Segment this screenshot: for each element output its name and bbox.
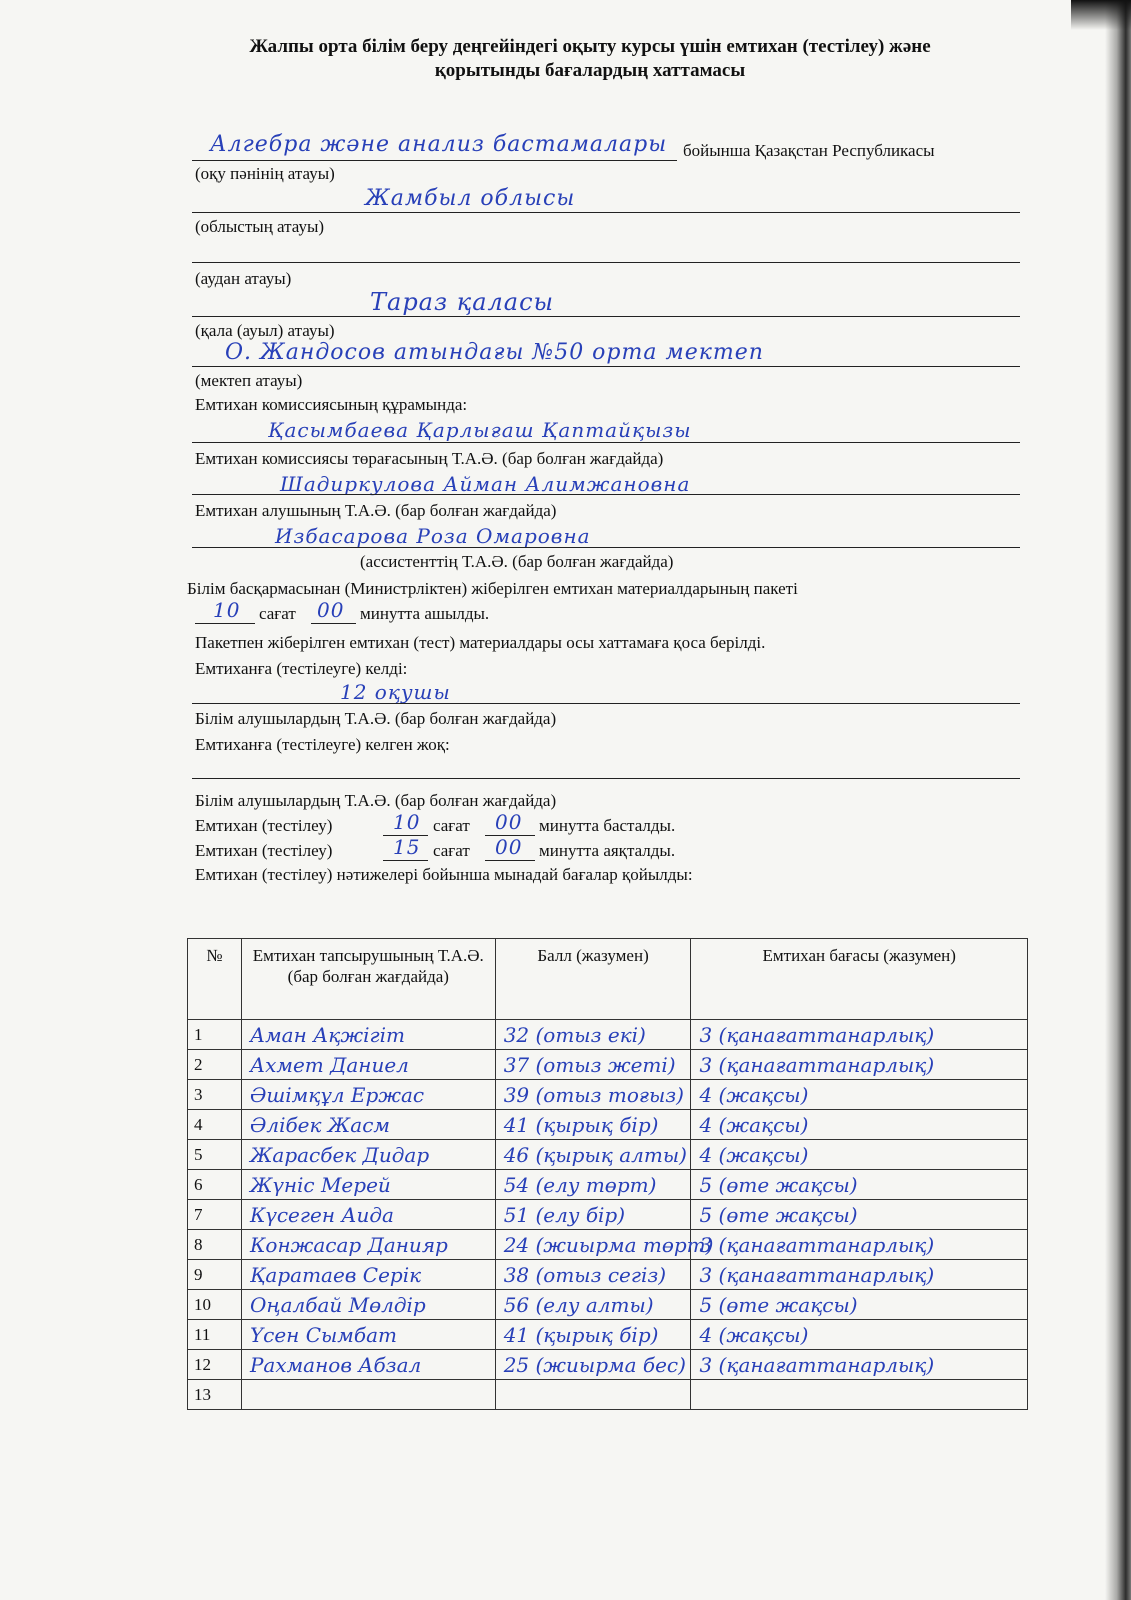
student-name-cell	[241, 1020, 495, 1050]
absent-label: Емтиханға (тестілеуге) келген жоқ:	[195, 735, 450, 754]
package-hour-label: сағат	[259, 604, 296, 623]
student-score: 41 (қырық бір)	[503, 1323, 659, 1347]
end-suffix: минутта аяқталды.	[539, 841, 676, 860]
city-underline	[192, 316, 1020, 317]
student-name-cell	[241, 1200, 495, 1230]
student-score: 25 (жиырма бес)	[503, 1353, 686, 1377]
table-row	[188, 1080, 1028, 1110]
student-score-cell	[495, 1290, 691, 1320]
student-score-cell	[495, 1230, 714, 1260]
student-name: Әшімқұл Ержас	[249, 1083, 425, 1107]
table-row	[188, 1380, 1028, 1410]
student-score-cell	[495, 1080, 691, 1110]
chair-underline	[192, 442, 1020, 443]
table-row	[188, 1350, 1028, 1380]
end-hour-label: сағат	[433, 841, 470, 860]
package-text: Білім басқармасынан (Министрліктен) жіберілген емтихан материалдарының пакеті	[187, 579, 798, 598]
region-caption: (облыстың атауы)	[195, 217, 325, 236]
school-underline	[192, 366, 1020, 367]
student-grade-cell	[691, 1020, 1028, 1050]
city-handwritten: Тараз қаласы	[370, 288, 555, 316]
row-number-cell: 9	[188, 1260, 242, 1290]
student-score-cell	[495, 1200, 691, 1230]
student-grade: 4 (жақсы)	[699, 1323, 809, 1347]
student-name-cell	[241, 1290, 495, 1320]
row-number-cell: 3	[188, 1080, 242, 1110]
student-name: Үсен Сымбат	[249, 1323, 397, 1347]
table-row	[188, 1200, 1028, 1230]
student-score: 51 (елу бір)	[503, 1203, 626, 1227]
start-suffix: минутта басталды.	[539, 816, 676, 835]
grades-table	[187, 938, 1028, 1410]
region-handwritten: Жамбыл облысы	[365, 186, 576, 211]
subject-suffix: бойынша Қазақстан Республикасы	[683, 141, 935, 160]
row-number-cell: 6	[188, 1170, 242, 1200]
package-hour: 10	[213, 598, 241, 622]
student-score: 24 (жиырма төрт)	[503, 1233, 714, 1257]
document-title	[150, 35, 1030, 83]
student-score-cell	[495, 1320, 691, 1350]
absent-underline	[192, 778, 1020, 779]
header-number: №	[188, 939, 242, 1020]
came-label: Емтиханға (тестілеуге) келді:	[195, 659, 408, 678]
table-row	[188, 1110, 1028, 1140]
scan-edge-shadow	[1105, 0, 1131, 1600]
chair-caption: Емтихан комиссиясы төрағасының Т.А.Ә. (бар болған жағдайда)	[195, 449, 664, 468]
row-number-cell: 13	[188, 1380, 242, 1410]
row-number-cell: 11	[188, 1320, 242, 1350]
package-minute-label: минутта ашылды.	[360, 604, 490, 623]
district-caption: (аудан атауы)	[195, 269, 292, 288]
start-hour: 10	[393, 810, 421, 834]
student-score: 38 (отыз сегіз)	[503, 1263, 667, 1287]
student-name: Аман Ақжігіт	[249, 1023, 405, 1047]
row-number-cell: 7	[188, 1200, 242, 1230]
student-grade-cell	[691, 1050, 1028, 1080]
district-underline	[192, 262, 1020, 263]
examiner-underline	[192, 494, 1020, 495]
student-score-cell	[495, 1140, 691, 1170]
student-grade: 4 (жақсы)	[699, 1083, 809, 1107]
subject-underline	[192, 160, 677, 161]
table-row	[188, 1020, 1028, 1050]
grades-header-row	[188, 939, 1028, 1020]
student-score-cell	[495, 1350, 691, 1380]
student-grade-cell	[691, 1290, 1028, 1320]
student-name: Ахмет Даниел	[249, 1053, 409, 1077]
student-name-cell	[241, 1230, 495, 1260]
student-score-cell	[495, 1380, 691, 1410]
student-name-cell	[241, 1170, 495, 1200]
student-name-cell	[241, 1050, 495, 1080]
row-number-cell: 12	[188, 1350, 242, 1380]
student-name-cell	[241, 1140, 495, 1170]
student-name-cell	[241, 1260, 495, 1290]
row-number-cell: 8	[188, 1230, 242, 1260]
table-row	[188, 1170, 1028, 1200]
assistant-caption: (ассистенттің Т.А.Ә. (бар болған жағдайда)	[360, 552, 674, 571]
student-grade-cell	[691, 1380, 1028, 1410]
student-name: Жүніс Мерей	[249, 1173, 391, 1197]
student-name: Күсеген Аида	[249, 1203, 394, 1227]
student-grade: 4 (жақсы)	[699, 1113, 809, 1137]
student-grade-cell	[691, 1260, 1028, 1290]
row-number-cell: 10	[188, 1290, 242, 1320]
region-underline	[192, 212, 1020, 213]
student-score: 37 (отыз жеті)	[503, 1053, 676, 1077]
student-grade: 3 (қанағаттанарлық)	[699, 1353, 935, 1377]
student-name: Оңалбай Мөлдір	[249, 1293, 426, 1317]
student-grade: 3 (қанағаттанарлық)	[699, 1053, 935, 1077]
start-hour-label: сағат	[433, 816, 470, 835]
start-prefix: Емтихан (тестілеу)	[195, 816, 333, 835]
end-hour-line	[383, 860, 428, 861]
student-grade: 5 (өте жақсы)	[699, 1293, 858, 1317]
student-name: Әлібек Жасм	[249, 1113, 390, 1137]
row-number-cell: 5	[188, 1140, 242, 1170]
school-caption: (мектеп атауы)	[195, 371, 303, 390]
student-grade-cell	[691, 1170, 1028, 1200]
package-minute-line	[311, 623, 356, 624]
student-score: 32 (отыз екі)	[503, 1023, 646, 1047]
header-score: Балл (жазумен)	[495, 939, 691, 1020]
school-handwritten: О. Жандосов атындағы №50 орта мектеп	[225, 340, 764, 365]
package-hour-line	[195, 623, 255, 624]
student-grade-cell	[691, 1350, 1028, 1380]
student-grade-cell	[691, 1200, 1028, 1230]
student-name: Қаратаев Серік	[249, 1263, 422, 1287]
student-grade: 4 (жақсы)	[699, 1143, 809, 1167]
student-score: 41 (қырық бір)	[503, 1113, 659, 1137]
student-score-cell	[495, 1260, 691, 1290]
row-number-cell: 2	[188, 1050, 242, 1080]
end-minute-line	[485, 860, 535, 861]
package-time-row	[195, 598, 615, 629]
scan-corner-shadow	[1071, 0, 1131, 30]
student-grade: 3 (қанағаттанарлық)	[699, 1263, 935, 1287]
table-row	[188, 1290, 1028, 1320]
chair-handwritten: Қасымбаева Қарлығаш Қаптайқызы	[268, 418, 692, 442]
student-grade: 5 (өте жақсы)	[699, 1173, 858, 1197]
subject-caption: (оқу пәнінің атауы)	[195, 164, 335, 183]
student-grade: 5 (өте жақсы)	[699, 1203, 858, 1227]
examiner-caption: Емтихан алушының Т.А.Ә. (бар болған жағдайда)	[195, 501, 557, 520]
came-underline	[192, 703, 1020, 704]
student-name-cell	[241, 1080, 495, 1110]
table-row	[188, 1050, 1028, 1080]
student-score-cell	[495, 1110, 691, 1140]
examiner-handwritten: Шадиркулова Айман Алимжановна	[280, 472, 691, 496]
end-time-row	[195, 835, 795, 864]
header-grade: Емтихан бағасы (жазумен)	[691, 939, 1028, 1020]
end-hour: 15	[393, 835, 421, 859]
students-caption-1: Білім алушылардың Т.А.Ә. (бар болған жағдайда)	[195, 709, 557, 728]
student-score: 56 (елу алты)	[503, 1293, 654, 1317]
students-caption-2: Білім алушылардың Т.А.Ә. (бар болған жағдайда)	[195, 791, 557, 810]
student-score-cell	[495, 1020, 691, 1050]
subject-handwritten: Алгебра және анализ бастамалары	[210, 132, 668, 157]
package-minute: 00	[317, 598, 345, 622]
row-number-cell: 4	[188, 1110, 242, 1140]
attached-text: Пакетпен жіберілген емтихан (тест) материалдары осы хаттамаға қоса берілді.	[195, 633, 766, 652]
student-grade-cell	[691, 1080, 1028, 1110]
assistant-handwritten: Избасарова Роза Омаровна	[275, 524, 591, 548]
student-grade: 3 (қанағаттанарлық)	[699, 1233, 935, 1257]
commission-label: Емтихан комиссиясының құрамында:	[195, 395, 468, 414]
student-grade-cell	[691, 1140, 1028, 1170]
table-row	[188, 1260, 1028, 1290]
results-text: Емтихан (тестілеу) нәтижелері бойынша мынадай бағалар қойылды:	[195, 865, 693, 884]
came-handwritten: 12 оқушы	[340, 680, 451, 704]
start-minute: 00	[495, 810, 523, 834]
student-score: 54 (елу төрт)	[503, 1173, 657, 1197]
student-score-cell	[495, 1050, 691, 1080]
student-name-cell	[241, 1350, 495, 1380]
table-row	[188, 1230, 1028, 1260]
student-grade: 3 (қанағаттанарлық)	[699, 1023, 935, 1047]
student-score-cell	[495, 1170, 691, 1200]
table-row	[188, 1140, 1028, 1170]
title-line-2: қорытынды бағалардың хаттамасы	[434, 60, 746, 81]
header-name: Емтихан тапсырушының Т.А.Ә. (бар болған жағдайда)	[241, 939, 495, 1020]
row-number-cell: 1	[188, 1020, 242, 1050]
student-name-cell	[241, 1110, 495, 1140]
end-prefix: Емтихан (тестілеу)	[195, 841, 333, 860]
title-line-1: Жалпы орта білім беру деңгейіндегі оқыту курсы үшін емтихан (тестілеу) және	[249, 36, 931, 57]
student-grade-cell	[691, 1320, 1028, 1350]
student-score: 39 (отыз тоғыз)	[503, 1083, 684, 1107]
student-grade-cell	[691, 1230, 1028, 1260]
student-name: Рахманов Абзал	[249, 1353, 422, 1377]
end-minute: 00	[495, 835, 523, 859]
table-row	[188, 1320, 1028, 1350]
student-name: Конжасар Данияр	[249, 1233, 448, 1257]
student-name-cell	[241, 1320, 495, 1350]
grades-body	[188, 1020, 1028, 1410]
student-score: 46 (қырық алты)	[503, 1143, 687, 1167]
assistant-underline	[192, 547, 1020, 548]
student-name-cell	[241, 1380, 495, 1410]
student-grade-cell	[691, 1110, 1028, 1140]
student-name: Жарасбек Дидар	[249, 1143, 430, 1167]
city-caption: (қала (ауыл) атауы)	[195, 321, 335, 340]
